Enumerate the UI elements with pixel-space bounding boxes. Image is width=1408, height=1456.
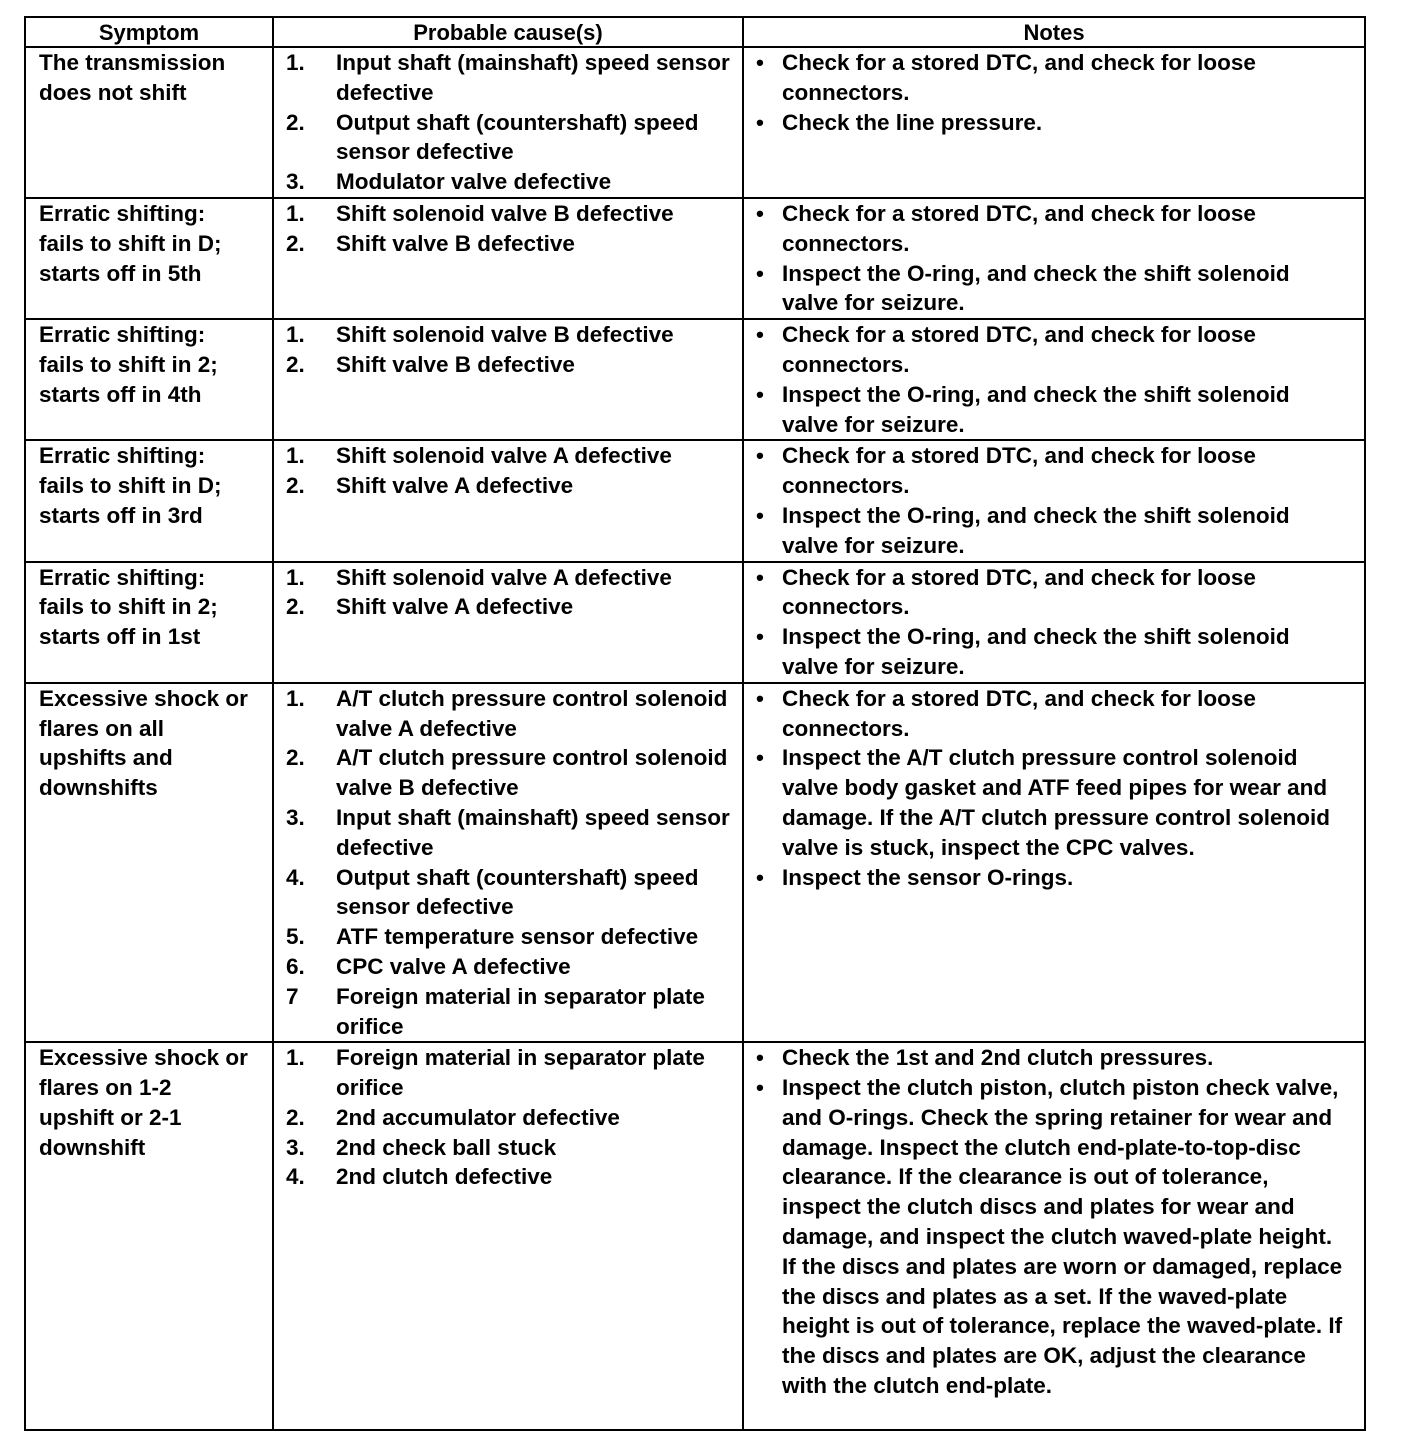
cause-text: Shift solenoid valve A defective: [336, 564, 672, 590]
bullet-icon: •: [756, 502, 764, 528]
symptom-text: Excessive shock or flares on all upshifts and downshifts: [39, 685, 248, 801]
cause-item: [286, 563, 736, 593]
cause-item: [286, 320, 736, 350]
cause-number: 3.: [286, 1134, 305, 1160]
bullet-icon: •: [756, 1075, 764, 1101]
cause-item: [286, 922, 736, 952]
note-text: Inspect the O-ring, and check the shift solenoid valve for seizure.: [782, 260, 1290, 316]
cause-text: Output shaft (countershaft) speed sensor defective: [336, 864, 699, 920]
cause-number: 4.: [286, 1164, 305, 1190]
cause-text: Modulator valve defective: [336, 169, 612, 195]
symptom-cell: [25, 562, 273, 683]
table-row: [25, 1042, 1365, 1430]
cause-item: [286, 229, 736, 259]
table-row: [25, 562, 1365, 683]
table-row: [25, 683, 1365, 1043]
cause-number: 5.: [286, 924, 305, 950]
note-item: [756, 441, 1352, 501]
causes-list: [286, 1043, 736, 1192]
bullet-icon: •: [756, 864, 764, 890]
cause-number: 1.: [286, 50, 305, 75]
note-text: Check for a stored DTC, and check for loose connectors.: [782, 50, 1256, 105]
note-text: Inspect the sensor O-rings.: [782, 864, 1074, 890]
notes-cell: [743, 47, 1365, 198]
cause-number: 1.: [286, 685, 305, 711]
causes-list: [286, 684, 736, 1042]
note-item: [756, 863, 1352, 893]
header-symptom: Symptom: [25, 17, 273, 47]
note-text: Inspect the O-ring, and check the shift solenoid valve for seizure.: [782, 624, 1290, 679]
cause-number: 1.: [286, 443, 305, 469]
cause-item: [286, 350, 736, 380]
cause-text: Shift solenoid valve A defective: [336, 443, 672, 469]
causes-cell: [273, 683, 743, 1043]
bullet-icon: •: [756, 745, 764, 771]
cause-item: [286, 952, 736, 982]
symptom-cell: [25, 1042, 273, 1430]
symptom-text: Erratic shifting: fails to shift in 2; starts off in 4th: [39, 322, 218, 407]
symptom-cell: [25, 319, 273, 440]
cause-item: [286, 1133, 736, 1163]
symptom-text: The transmission does not shift: [39, 50, 226, 105]
table-row: [25, 440, 1365, 561]
cause-text: 2nd clutch defective: [336, 1164, 553, 1190]
cause-item: [286, 1043, 736, 1103]
cause-item: [286, 108, 736, 168]
cause-text: Output shaft (countershaft) speed sensor defective: [336, 109, 699, 165]
note-text: Check for a stored DTC, and check for loose connectors.: [782, 564, 1256, 620]
header-row: [25, 17, 1365, 47]
table-row: [25, 198, 1365, 319]
notes-list: [756, 563, 1352, 682]
note-item: [756, 108, 1352, 138]
note-text: Inspect the A/T clutch pressure control solenoid valve body gasket and ATF feed pipes for wear and damage. If the A/T clutch pressure control solenoid valve is stuck, inspect the CPC valves.: [782, 745, 1331, 860]
note-text: Inspect the clutch piston, clutch piston check valve, and O-rings. Check the spring retainer for wear and damage. Inspect the clutch end-plate-to-top-disc clearance. If the clearance is out of tolerance, inspect the clutch discs and plates for wear and damage, and inspect the clutch waved-plate height. If the discs and plates are worn or damaged, replace the discs and plates as a set. If the waved-plate height is out of tolerance, replace the waved-plate. If the discs and plates are OK, adjust the clearance with the clutch end-plate.: [782, 1075, 1343, 1399]
cause-number: 1.: [286, 322, 305, 348]
notes-cell: [743, 1042, 1365, 1430]
note-text: Check for a stored DTC, and check for loose connectors.: [782, 200, 1256, 256]
notes-cell: [743, 440, 1365, 561]
cause-text: Shift valve A defective: [336, 594, 574, 620]
cause-number: 3.: [286, 169, 305, 195]
cause-item: [286, 684, 736, 744]
notes-list: [756, 320, 1352, 439]
symptom-text: Erratic shifting: fails to shift in 2; starts off in 1st: [39, 564, 218, 650]
note-item: [756, 48, 1352, 108]
cause-number: 2.: [286, 473, 305, 499]
cause-item: [286, 1103, 736, 1133]
cause-number: 2.: [286, 109, 305, 135]
bullet-icon: •: [756, 260, 764, 286]
bullet-icon: •: [756, 443, 764, 469]
notes-list: [756, 441, 1352, 560]
symptom-text: Excessive shock or flares on 1-2 upshift or 2-1 downshift: [39, 1045, 248, 1160]
note-text: Inspect the O-ring, and check the shift solenoid valve for seizure.: [782, 502, 1290, 558]
symptom-cell: [25, 683, 273, 1043]
symptom-cell: [25, 47, 273, 198]
notes-cell: [743, 683, 1365, 1043]
cause-number: 2.: [286, 351, 305, 377]
cause-number: 2.: [286, 594, 305, 620]
cause-text: CPC valve A defective: [336, 953, 571, 979]
cause-item: [286, 982, 736, 1042]
note-item: [756, 259, 1352, 319]
cause-number: 2.: [286, 745, 305, 771]
cause-text: Foreign material in separator plate orifice: [336, 1045, 705, 1101]
causes-list: [286, 441, 736, 501]
bullet-icon: •: [756, 200, 764, 226]
cause-number: 2.: [286, 230, 305, 256]
note-text: Check the line pressure.: [782, 109, 1043, 135]
bullet-icon: •: [756, 685, 764, 711]
notes-list: [756, 199, 1352, 318]
cause-number: 4.: [286, 864, 305, 890]
bullet-icon: •: [756, 624, 764, 650]
notes-cell: [743, 198, 1365, 319]
note-text: Inspect the O-ring, and check the shift solenoid valve for seizure.: [782, 381, 1290, 437]
note-text: Check the 1st and 2nd clutch pressures.: [782, 1045, 1214, 1071]
causes-list: [286, 563, 736, 623]
causes-cell: [273, 198, 743, 319]
symptom-cell: [25, 440, 273, 561]
cause-text: A/T clutch pressure control solenoid valve A defective: [336, 685, 728, 741]
note-text: Check for a stored DTC, and check for loose connectors.: [782, 443, 1256, 499]
table-row: [25, 47, 1365, 198]
cause-number: 6.: [286, 953, 305, 979]
bullet-icon: •: [756, 109, 764, 135]
cause-item: [286, 1162, 736, 1192]
cause-number: 1.: [286, 200, 305, 226]
cause-text: Input shaft (mainshaft) speed sensor defective: [336, 804, 730, 860]
causes-cell: [273, 319, 743, 440]
note-text: Check for a stored DTC, and check for loose connectors.: [782, 685, 1256, 741]
cause-item: [286, 167, 736, 197]
cause-item: [286, 199, 736, 229]
cause-item: [286, 743, 736, 803]
symptom-text: Erratic shifting: fails to shift in D; starts off in 5th: [39, 200, 222, 286]
cause-item: [286, 48, 736, 108]
note-item: [756, 622, 1352, 682]
cause-item: [286, 863, 736, 923]
cause-number: 1.: [286, 1045, 305, 1071]
bullet-icon: •: [756, 1045, 764, 1071]
troubleshooting-table: [24, 16, 1366, 1431]
cause-text: Input shaft (mainshaft) speed sensor defective: [336, 50, 730, 105]
symptom-cell: [25, 198, 273, 319]
note-item: [756, 1073, 1352, 1401]
symptom-text: Erratic shifting: fails to shift in D; starts off in 3rd: [39, 443, 222, 528]
cause-text: 2nd check ball stuck: [336, 1134, 557, 1160]
note-item: [756, 684, 1352, 744]
cause-text: ATF temperature sensor defective: [336, 924, 699, 950]
bullet-icon: •: [756, 564, 764, 590]
causes-cell: [273, 47, 743, 198]
cause-text: Shift valve A defective: [336, 473, 574, 499]
cause-item: [286, 592, 736, 622]
cause-number: 3.: [286, 804, 305, 830]
cause-text: 2nd accumulator defective: [336, 1104, 620, 1130]
causes-list: [286, 48, 736, 197]
table-row: [25, 319, 1365, 440]
bullet-icon: •: [756, 381, 764, 407]
causes-cell: [273, 440, 743, 561]
notes-list: [756, 684, 1352, 893]
cause-text: Shift valve B defective: [336, 351, 575, 377]
cause-text: Foreign material in separator plate orifice: [336, 983, 705, 1039]
causes-list: [286, 199, 736, 259]
cause-item: [286, 471, 736, 501]
note-item: [756, 1043, 1352, 1073]
header-notes: Notes: [743, 17, 1365, 47]
causes-cell: [273, 562, 743, 683]
notes-cell: [743, 319, 1365, 440]
cause-text: A/T clutch pressure control solenoid valve B defective: [336, 745, 728, 801]
note-item: [756, 199, 1352, 259]
notes-list: [756, 1043, 1352, 1401]
note-item: [756, 320, 1352, 380]
causes-list: [286, 320, 736, 380]
bullet-icon: •: [756, 50, 764, 75]
cause-item: [286, 441, 736, 471]
notes-cell: [743, 562, 1365, 683]
causes-cell: [273, 1042, 743, 1430]
cause-text: Shift solenoid valve B defective: [336, 322, 674, 348]
note-item: [756, 563, 1352, 623]
notes-list: [756, 48, 1352, 137]
cause-number: 7: [286, 983, 299, 1009]
note-text: Check for a stored DTC, and check for loose connectors.: [782, 322, 1256, 377]
cause-item: [286, 803, 736, 863]
cause-text: Shift solenoid valve B defective: [336, 200, 674, 226]
note-item: [756, 743, 1352, 862]
cause-number: 1.: [286, 564, 305, 590]
header-probable-causes: Probable cause(s): [273, 17, 743, 47]
cause-number: 2.: [286, 1104, 305, 1130]
cause-text: Shift valve B defective: [336, 230, 575, 256]
note-item: [756, 501, 1352, 561]
bullet-icon: •: [756, 322, 764, 348]
note-item: [756, 380, 1352, 440]
